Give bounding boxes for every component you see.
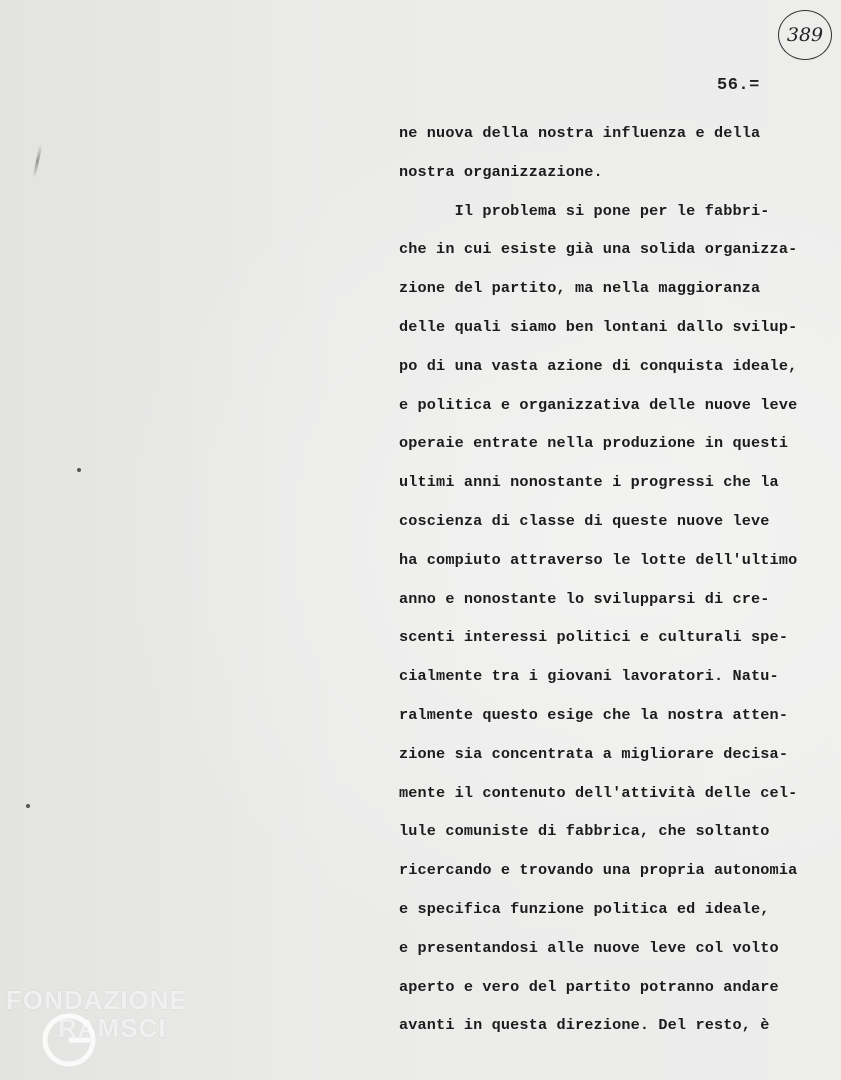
text-line: zione del partito, ma nella maggioranza [399,279,761,298]
text-line: aperto e vero del partito potranno andare [399,977,779,996]
fondazione-gramsci-watermark [6,987,188,1041]
text-line: mente il contenuto dell'attività delle cel- [399,783,798,802]
text-line: e specifica funzione politica ed ideale, [399,899,770,918]
watermark-line-1: FONDAZIONE [6,985,188,1015]
text-line: scenti interessi politici e culturali spe- [399,628,789,647]
text-line: zione sia concentrata a migliorare decisa- [399,744,789,763]
page-number: 56.= [717,76,760,95]
archive-number: 389 [786,24,824,46]
text-line: delle quali siamo ben lontani dallo svilup- [399,317,798,336]
text-line: ha compiuto attraverso le lotte dell'ultimo [399,550,798,569]
text-line: Il problema si pone per le fabbri- [399,201,770,220]
text-line: e presentandosi alle nuove leve col volto [399,938,779,957]
text-line: nostra organizzazione. [399,162,603,181]
text-line: e politica e organizzativa delle nuove leve [399,395,798,414]
text-line: lule comuniste di fabbrica, che soltanto [399,822,770,841]
text-line: avanti in questa direzione. Del resto, è [399,1016,770,1035]
text-line: ne nuova della nostra influenza e della [399,124,761,142]
archive-number-stamp [778,10,832,60]
text-line: ricercando e trovando una propria autonomia [399,861,798,880]
text-line: operaie entrate nella produzione in questi [399,434,789,453]
text-line: ultimi anni nonostante i progressi che la [399,473,779,492]
paper-scratch [32,144,42,178]
text-line: che in cui esiste già una solida organizza- [399,240,798,259]
text-line: cialmente tra i giovani lavoratori. Natu- [399,667,779,686]
gramsci-g-logo-icon [40,1011,98,1069]
ink-speck [77,468,81,472]
ink-speck [26,804,30,808]
text-line: ralmente questo esige che la nostra atten- [399,705,789,724]
typed-text-block [399,114,839,1045]
text-line: po di una vasta azione di conquista ideale, [399,356,798,375]
text-line: coscienza di classe di queste nuove leve [399,511,770,530]
text-line: anno e nonostante lo svilupparsi di cre- [399,589,770,608]
watermark-line-2: RAMSCI [58,1013,167,1043]
